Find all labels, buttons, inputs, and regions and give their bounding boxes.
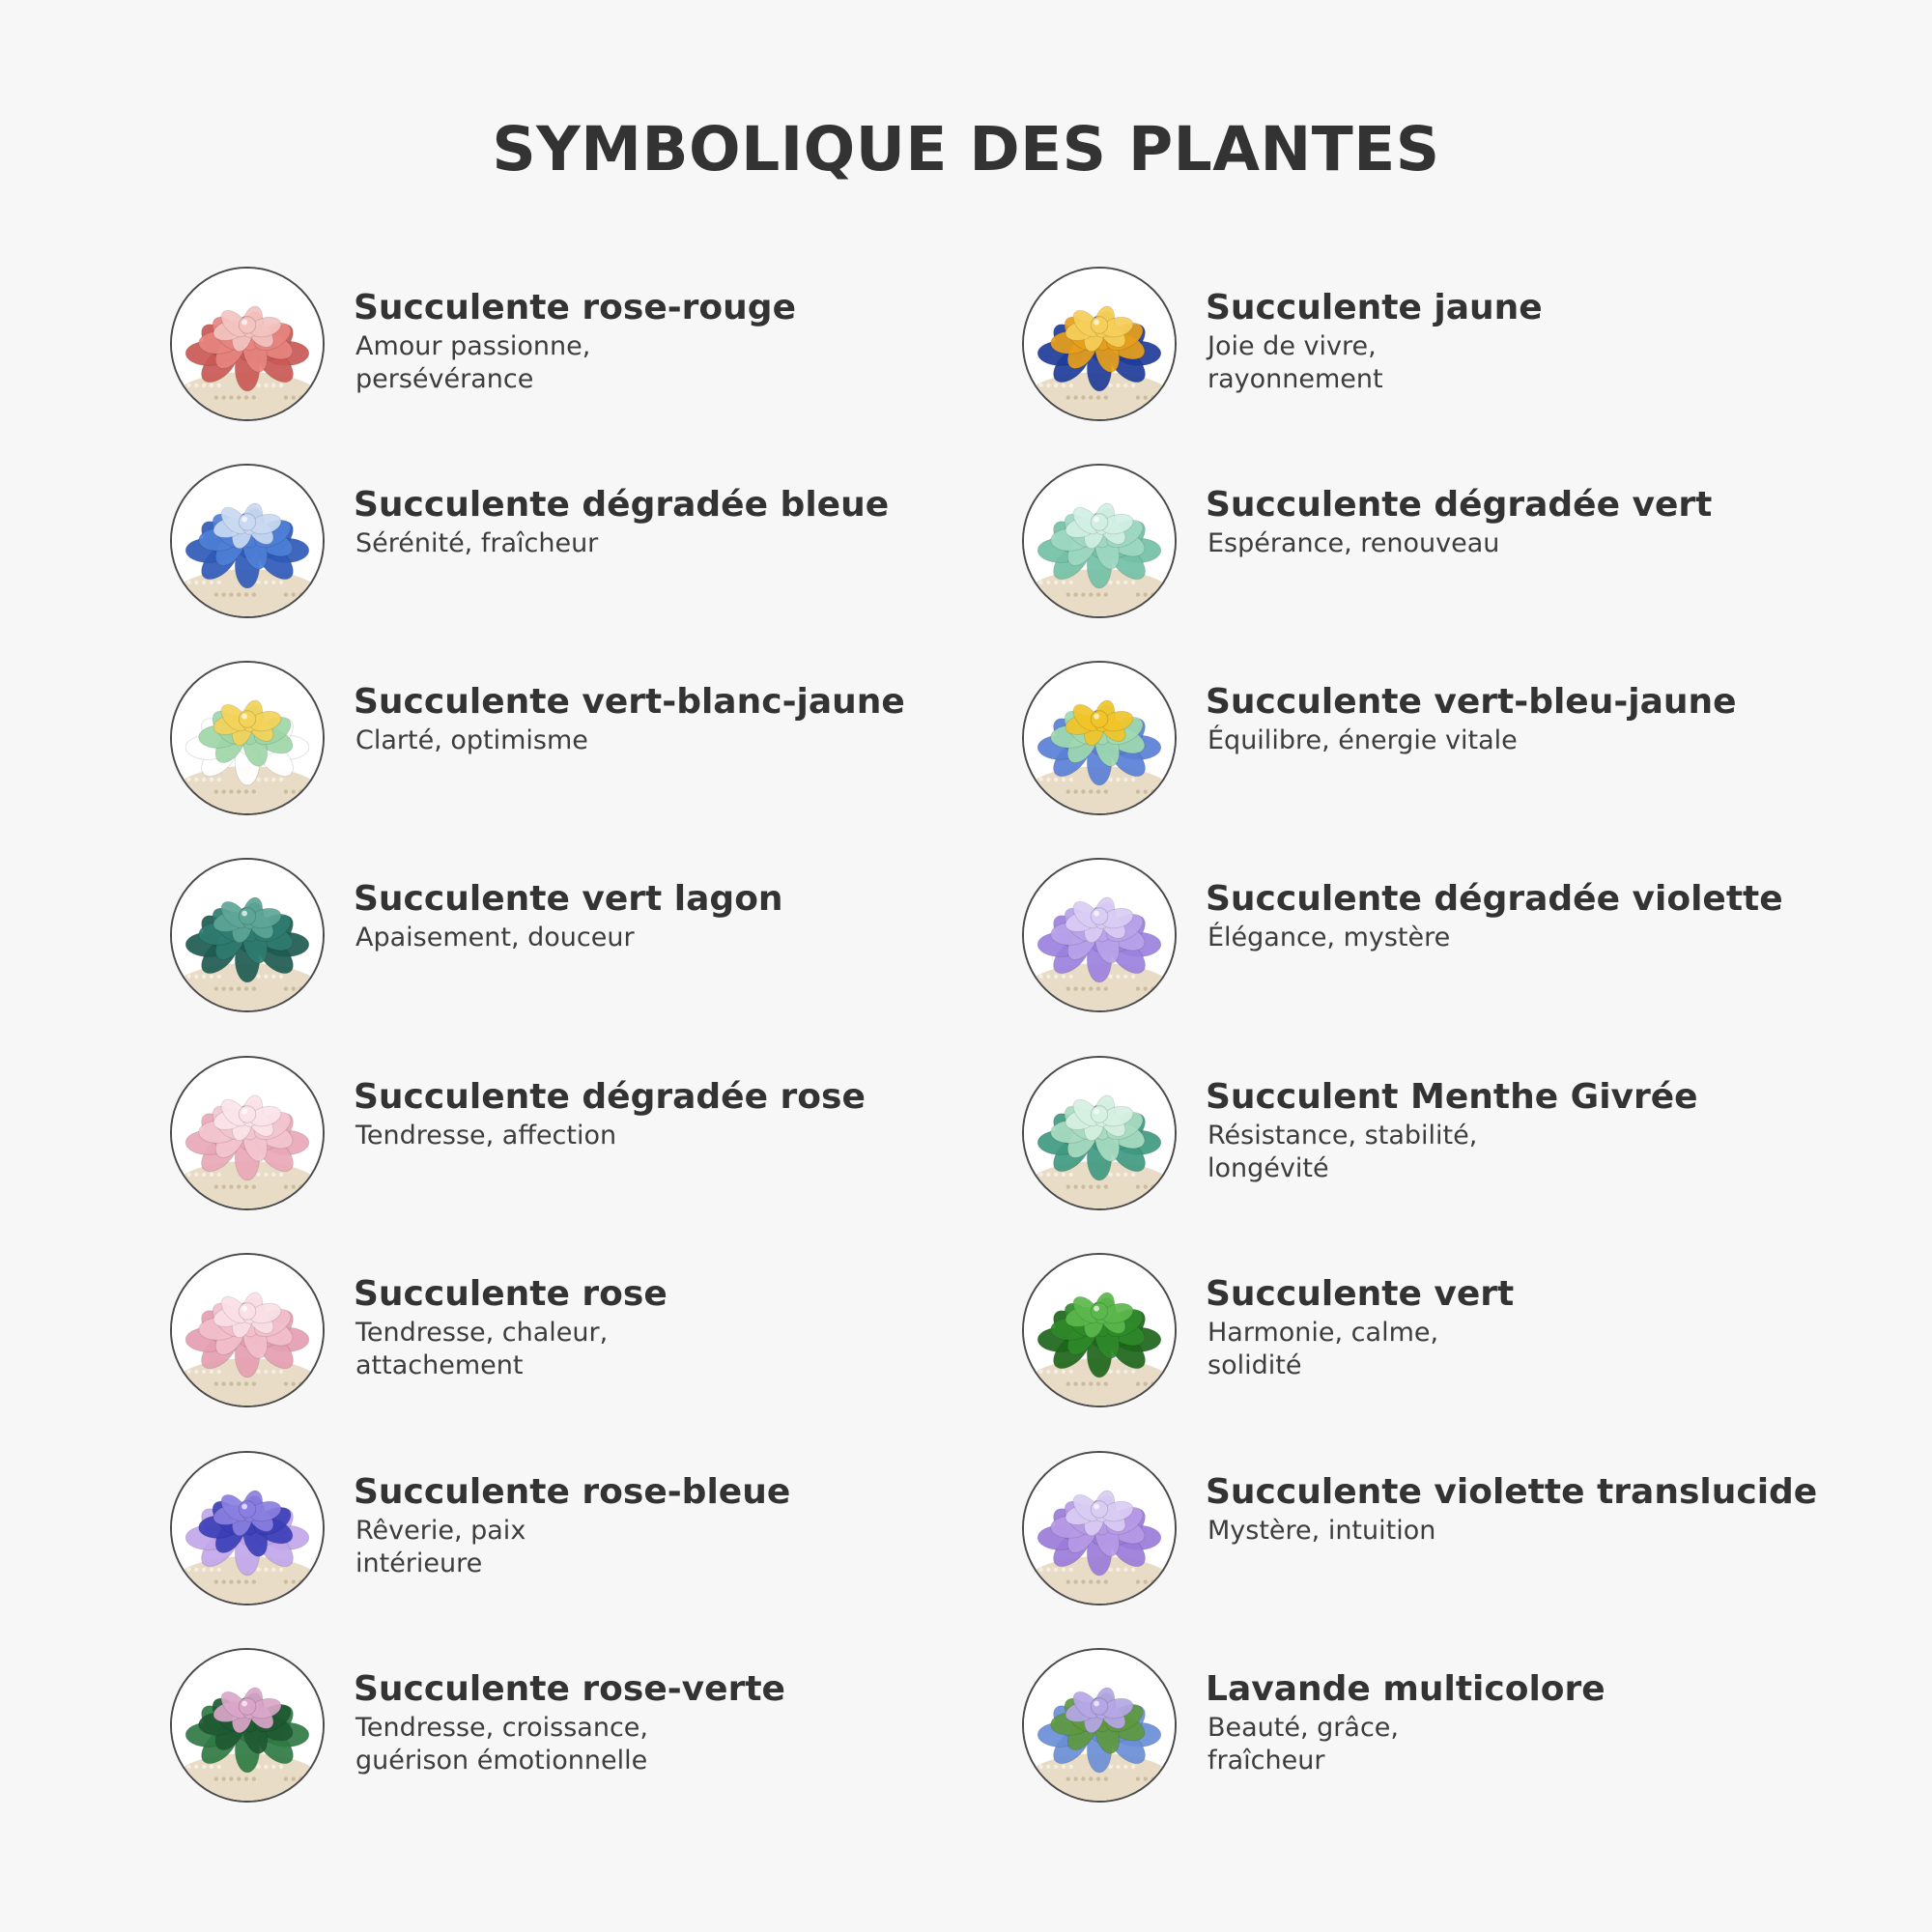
plant-meaning: Sérénité, fraîcheur xyxy=(355,528,599,558)
plant-text xyxy=(1206,1274,1882,1382)
plant-text xyxy=(354,1077,1030,1152)
plant-name: Succulente rose-rouge xyxy=(354,288,796,327)
plant-name: Succulente rose-verte xyxy=(354,1669,785,1709)
pink-gradient-succulent-icon xyxy=(170,1056,325,1210)
plant-text xyxy=(1206,1472,1882,1548)
plant-text xyxy=(354,288,1030,396)
plant-name: Succulente rose-bleue xyxy=(354,1472,791,1512)
plant-text xyxy=(1206,1669,1882,1777)
pink-blue-succulent-icon xyxy=(170,1451,325,1605)
pink-red-succulent-icon xyxy=(170,267,325,421)
page-title: SYMBOLIQUE DES PLANTES xyxy=(492,114,1440,185)
plant-name: Succulente dégradée bleue xyxy=(354,485,890,525)
plant-text xyxy=(1206,682,1882,757)
plant-name: Lavande multicolore xyxy=(1206,1669,1605,1709)
translucent-violet-succulent-icon xyxy=(1022,1451,1177,1605)
plant-name: Succulente vert-blanc-jaune xyxy=(354,682,905,722)
plant-meaning: Tendresse, croissance, guérison émotionnelle xyxy=(355,1713,648,1776)
plant-meaning: Mystère, intuition xyxy=(1208,1516,1436,1546)
plant-text xyxy=(1206,1077,1882,1185)
plant-name: Succulente rose xyxy=(354,1274,668,1314)
plant-meaning: Harmonie, calme, solidité xyxy=(1208,1318,1439,1380)
plant-meaning: Élégance, mystère xyxy=(1208,923,1451,952)
multicolor-lavender-icon xyxy=(1022,1648,1177,1803)
plant-meaning: Amour passionne, persévérance xyxy=(355,331,591,394)
blue-gradient-succulent-icon xyxy=(170,464,325,618)
lagoon-green-succulent-icon xyxy=(170,858,325,1012)
pink-succulent-icon xyxy=(170,1253,325,1407)
plant-meaning: Résistance, stabilité, longévité xyxy=(1208,1121,1478,1183)
plant-text xyxy=(354,1669,1030,1777)
plant-text xyxy=(354,485,1030,560)
green-succulent-icon xyxy=(1022,1253,1177,1407)
green-blue-yellow-succulent-icon xyxy=(1022,661,1177,815)
plant-name: Succulente dégradée vert xyxy=(1206,485,1713,525)
frosted-mint-succulent-icon xyxy=(1022,1056,1177,1210)
plant-text xyxy=(354,682,1030,757)
plant-meaning: Beauté, grâce, fraîcheur xyxy=(1208,1713,1399,1776)
green-gradient-succulent-icon xyxy=(1022,464,1177,618)
plant-name: Succulente vert-bleu-jaune xyxy=(1206,682,1737,722)
plant-name: Succulente vert xyxy=(1206,1274,1515,1314)
plant-name: Succulente dégradée violette xyxy=(1206,879,1783,919)
plant-meaning: Rêverie, paix intérieure xyxy=(355,1516,526,1578)
plant-meaning: Tendresse, affection xyxy=(355,1121,617,1151)
plant-text xyxy=(354,1472,1030,1580)
green-white-yellow-succulent-icon xyxy=(170,661,325,815)
plant-meaning: Joie de vivre, rayonnement xyxy=(1208,331,1383,394)
plant-name: Succulente dégradée rose xyxy=(354,1077,866,1117)
plant-text xyxy=(354,879,1030,954)
plant-text xyxy=(1206,485,1882,560)
plant-text xyxy=(354,1274,1030,1382)
plant-meaning: Tendresse, chaleur, attachement xyxy=(355,1318,609,1380)
violet-gradient-succulent-icon xyxy=(1022,858,1177,1012)
pink-green-succulent-icon xyxy=(170,1648,325,1803)
plant-name: Succulente jaune xyxy=(1206,288,1543,327)
plant-meaning: Apaisement, douceur xyxy=(355,923,635,952)
plant-name: Succulente violette translucide xyxy=(1206,1472,1818,1512)
plant-text xyxy=(1206,879,1882,954)
yellow-succulent-icon xyxy=(1022,267,1177,421)
plant-meaning: Équilibre, énergie vitale xyxy=(1208,725,1518,755)
plant-meaning: Espérance, renouveau xyxy=(1208,528,1500,558)
plant-text xyxy=(1206,288,1882,396)
plant-meaning: Clarté, optimisme xyxy=(355,725,588,755)
plant-name: Succulent Menthe Givrée xyxy=(1206,1077,1698,1117)
plant-name: Succulente vert lagon xyxy=(354,879,783,919)
